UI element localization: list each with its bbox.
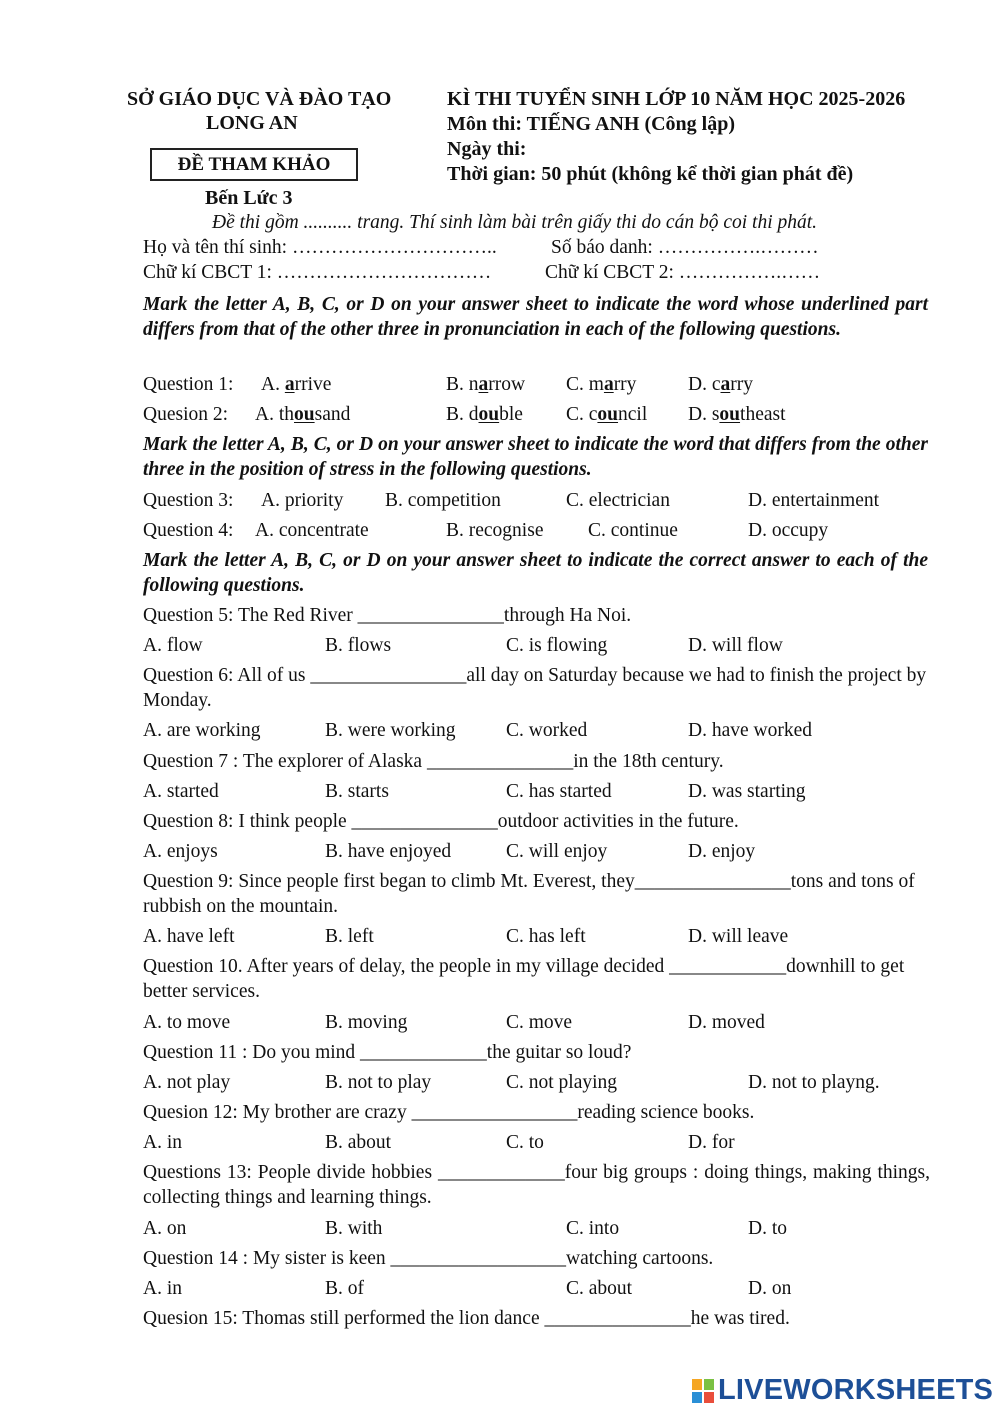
option-b[interactable]: B. have enjoyed — [325, 841, 452, 862]
option-a[interactable]: A. have left — [143, 926, 235, 947]
option-c[interactable]: C. move — [506, 1012, 573, 1033]
question-11-stem: Question 11 : Do you mind _____________the guitar so loud? — [143, 1042, 632, 1063]
option-b[interactable]: B. were working — [325, 720, 456, 741]
option-c[interactable]: C. marry — [566, 374, 637, 395]
question-label: Question 4: — [143, 520, 234, 541]
option-c[interactable]: C. is flowing — [506, 635, 608, 656]
option-a[interactable]: A. concentrate — [255, 520, 369, 541]
exam-subject: Môn thi: TIẾNG ANH (Công lập) — [447, 113, 736, 135]
instruction-pronunciation: Mark the letter A, B, C, or D on your answer sheet to indicate the word whose underlined part differs from that of the other three in pronunciation in each of the following questions. — [143, 294, 928, 340]
reference-exam-label: ĐỀ THAM KHẢO — [150, 148, 358, 181]
question-label: Question 1: — [143, 374, 234, 395]
option-b[interactable]: B. recognise — [446, 520, 544, 541]
department-name: SỞ GIÁO DỤC VÀ ĐÀO TẠO — [127, 88, 392, 110]
option-d[interactable]: D. have worked — [688, 720, 812, 741]
question-label: Quesion 2: — [143, 404, 229, 425]
option-d[interactable]: D. southeast — [688, 404, 786, 425]
option-a[interactable]: A. on — [143, 1218, 187, 1239]
exam-duration: Thời gian: 50 phút (không kể thời gian phát đề) — [447, 163, 854, 185]
option-b[interactable]: B. left — [325, 926, 374, 947]
option-d[interactable]: D. moved — [688, 1012, 765, 1033]
pages-note: Đề thi gồm .......... trang. Thí sinh làm bài trên giấy thi do cán bộ coi thi phát. — [212, 212, 818, 233]
option-c[interactable]: C. has started — [506, 781, 612, 802]
option-b[interactable]: B. moving — [325, 1012, 408, 1033]
option-d[interactable]: D. carry — [688, 374, 753, 395]
province-name: LONG AN — [206, 112, 298, 134]
option-b[interactable]: B. about — [325, 1132, 392, 1153]
exam-title: KÌ THI TUYỂN SINH LỚP 10 NĂM HỌC 2025-2026 — [447, 88, 906, 110]
option-a[interactable]: A. flow — [143, 635, 203, 656]
question-5-stem: Question 5: The Red River _______________through Ha Noi. — [143, 605, 632, 626]
option-c[interactable]: C. council — [566, 404, 648, 425]
option-c[interactable]: C. about — [566, 1278, 633, 1299]
option-c[interactable]: C. electrician — [566, 490, 670, 511]
option-c[interactable]: C. into — [566, 1218, 620, 1239]
option-b[interactable]: B. competition — [385, 490, 501, 511]
option-d[interactable]: D. to — [748, 1218, 787, 1239]
school-name: Bến Lức 3 — [205, 187, 293, 209]
option-a[interactable]: A. are working — [143, 720, 261, 741]
option-a[interactable]: A. thousand — [255, 404, 351, 425]
option-a[interactable]: A. priority — [261, 490, 344, 511]
option-c[interactable]: C. has left — [506, 926, 586, 947]
option-d[interactable]: D. will leave — [688, 926, 789, 947]
liveworksheets-logo[interactable] — [692, 1374, 994, 1406]
option-c[interactable]: C. continue — [588, 520, 678, 541]
supervisor-2-signature-line: Chữ kí CBCT 2: …………….…… — [545, 262, 821, 283]
option-b[interactable]: B. flows — [325, 635, 392, 656]
option-b[interactable]: B. not to play — [325, 1072, 432, 1093]
option-b[interactable]: B. double — [446, 404, 523, 425]
instruction-stress: Mark the letter A, B, C, or D on your answer sheet to indicate the word that differs from the other three in the position of stress in the following questions. — [143, 434, 928, 480]
option-a[interactable]: A. not play — [143, 1072, 231, 1093]
option-d[interactable]: D. will flow — [688, 635, 783, 656]
option-b[interactable]: B. of — [325, 1278, 364, 1299]
question-7-stem: Question 7 : The explorer of Alaska _______________in the 18th century. — [143, 751, 724, 772]
question-10-stem: Question 10. After years of delay, the people in my village decided ____________downhill to get better services. — [143, 956, 905, 1002]
option-b[interactable]: B. starts — [325, 781, 389, 802]
option-d[interactable]: D. for — [688, 1132, 735, 1153]
option-d[interactable]: D. was starting — [688, 781, 806, 802]
question-9-stem: Question 9: Since people first began to climb Mt. Everest, they________________tons and tons of rubbish on the mountain. — [143, 871, 915, 917]
option-a[interactable]: A. enjoys — [143, 841, 218, 862]
option-d[interactable]: D. on — [748, 1278, 792, 1299]
option-b[interactable]: B. narrow — [446, 374, 526, 395]
option-c[interactable]: C. will enjoy — [506, 841, 608, 862]
option-a[interactable]: A. in — [143, 1132, 182, 1153]
question-12-stem: Quesion 12: My brother are crazy _________________reading science books. — [143, 1102, 755, 1123]
option-c[interactable]: C. to — [506, 1132, 544, 1153]
option-c[interactable]: C. not playing — [506, 1072, 618, 1093]
question-8-stem: Question 8: I think people _______________outdoor activities in the future. — [143, 811, 739, 832]
option-a[interactable]: A. in — [143, 1278, 182, 1299]
option-d[interactable]: D. entertainment — [748, 490, 880, 511]
option-d[interactable]: D. enjoy — [688, 841, 756, 862]
supervisor-1-signature-line: Chữ kí CBCT 1: …………………………… — [143, 262, 492, 283]
question-14-stem: Question 14 : My sister is keen __________________watching cartoons. — [143, 1248, 714, 1269]
exam-date: Ngày thi: — [447, 138, 527, 160]
question-6-stem: Question 6: All of us ________________all day on Saturday because we had to finish the project by Monday. — [143, 665, 927, 711]
option-a[interactable]: A. to move — [143, 1012, 231, 1033]
option-c[interactable]: C. worked — [506, 720, 588, 741]
candidate-name-line: Họ và tên thí sinh: ………………………….. — [143, 237, 497, 258]
liveworksheets-icon — [692, 1379, 714, 1403]
question-15-stem: Quesion 15: Thomas still performed the lion dance _______________he was tired. — [143, 1308, 790, 1329]
option-b[interactable]: B. with — [325, 1218, 383, 1239]
question-label: Question 3: — [143, 490, 234, 511]
option-d[interactable]: D. not to playng. — [748, 1072, 880, 1093]
option-a[interactable]: A. arrive — [261, 374, 332, 395]
liveworksheets-wordmark: LIVEWORKSHEETS — [718, 1374, 994, 1406]
question-13-stem: Questions 13: People divide hobbies _____________four big groups : doing things, making things, collecting things and learning things. — [143, 1162, 930, 1208]
option-d[interactable]: D. occupy — [748, 520, 829, 541]
instruction-correct-answer: Mark the letter A, B, C, or D on your answer sheet to indicate the correct answer to each of the following questions. — [143, 550, 928, 596]
option-a[interactable]: A. started — [143, 781, 219, 802]
candidate-number-line: Số báo danh: …………….……… — [551, 237, 819, 258]
